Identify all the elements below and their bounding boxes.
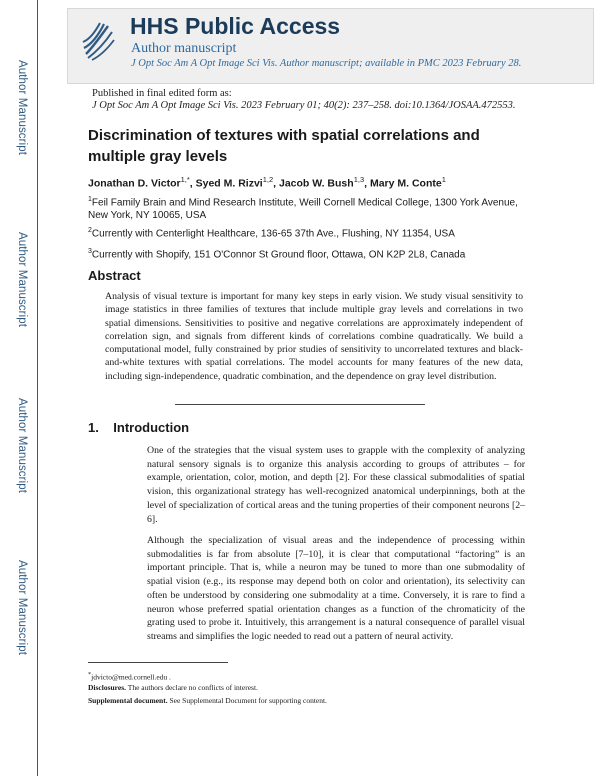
author-sup: 1,* bbox=[180, 175, 190, 184]
abstract-divider bbox=[175, 404, 425, 405]
footnote-disclosures: Disclosures. The authors declare no conflicts of interest. bbox=[88, 683, 258, 692]
sidebar-rule bbox=[37, 0, 38, 776]
affiliation-1: $^1$Feil Family Brain and Mind Research Institute, Weill Cornell Medical College, 1300 York Avenue, New York, NY 10065, USA bbox=[88, 196, 518, 222]
affiliation-3: $^3$Currently with Shopify, 151 O'Connor St Ground floor, Ottawa, ON K2P 2L8, Canada bbox=[88, 248, 466, 261]
hhs-subtitle: Author manuscript bbox=[131, 41, 237, 56]
sidebar-label-3: Author Manuscript bbox=[16, 398, 28, 494]
intro-paragraph-1: One of the strategies that the visual system uses to grapple with the complexity of analyzing natural sensory signals is to organize this analysis according to groups of attributes – for example, orientation, color, motion, and depth [2]. For these classical submodalities of spatial vision, this organizational strategy has well-recognized anatomical underpinnings, both at the level of specialization of cortical areas and the tuning properties of their component neurons [2–6]. bbox=[147, 445, 525, 525]
intro-heading: 1. Introduction bbox=[88, 420, 190, 435]
author-list: Jonathan D. Victor$^{1,*}$, Syed M. Rizvi$^{1,2}$, Jacob W. Bush$^{1,3}$, Mary M. Conte$^1$ bbox=[88, 175, 446, 190]
sidebar-label-1: Author Manuscript bbox=[16, 60, 28, 156]
abstract-heading: Abstract bbox=[88, 268, 141, 283]
author-sup: 1,3 bbox=[353, 175, 365, 184]
published-note: Published in final edited form as: bbox=[92, 88, 232, 99]
intro-paragraph-2: Although the specialization of visual areas and the independence of processing within submodalities is far from absolute [7–10], it is clear that computational “factoring” is an important principle. That is, while a neuron may be tuned to more than one submodality of spatial vision (e.g., its response may depend both on color and orientation), its selectivity can often be understood by considering one submodality at a time. Conversely, it is rare to find a neuron whose preferred spatial orientation changes as a function of the chromaticity of the grating used to probe it. Intuitively, this arrangement is a natural consequence of parallel visual streams and simplifies the logic needed to read out a pattern of neural activity. bbox=[147, 535, 525, 642]
footnote-divider bbox=[88, 662, 228, 663]
author-name: Syed M. Rizvi bbox=[195, 177, 263, 190]
footnote-supplemental: Supplemental document. See Supplemental Document for supporting content. bbox=[88, 696, 327, 705]
footnote-email: *jdvicto@med.cornell.edu . bbox=[88, 671, 171, 682]
affiliation-2: $^2$Currently with Centerlight Healthcare, 136-65 37th Ave., Flushing, NY 11354, USA bbox=[88, 227, 455, 240]
sidebar-label-4: Author Manuscript bbox=[16, 560, 28, 656]
hhs-eagle-logo-icon bbox=[78, 18, 118, 62]
author-name: Mary M. Conte bbox=[369, 177, 442, 190]
abstract-text: Analysis of visual texture is important for many key steps in early vision. We study visual sensitivity to image statistics in three families of textures that include multiple gray levels and correlations in two spatial dimensions. Sensitivities to positive and negative correlations are approximately independent of correlation sign, and signals from different kinds of correlations combine quadratically. We build a computational model, fully constrained by prior studies of sensitivity to uncorrelated textures and black-and-white textures with spatial correlations. The model accounts for many features of the new data, including sign-independence, quadratic combination, and the dependence on gray level distribution. bbox=[105, 291, 523, 382]
author-sup: 1 bbox=[441, 175, 446, 184]
hhs-citation[interactable]: J Opt Soc Am A Opt Image Sci Vis. Author manuscript; available in PMC 2023 February 28. bbox=[131, 58, 522, 69]
author-name: Jacob W. Bush bbox=[279, 177, 354, 190]
author-name: Jonathan D. Victor bbox=[88, 177, 181, 190]
author-sup: 1,2 bbox=[262, 175, 274, 184]
publication-citation: J Opt Soc Am A Opt Image Sci Vis. 2023 February 01; 40(2): 237–258. doi:10.1364/JOSAA.472553. bbox=[92, 100, 516, 111]
hhs-title: HHS Public Access bbox=[130, 13, 341, 39]
article-title: Discrimination of textures with spatial correlations and multiple gray levels bbox=[88, 127, 480, 165]
sidebar-label-2: Author Manuscript bbox=[16, 232, 28, 328]
